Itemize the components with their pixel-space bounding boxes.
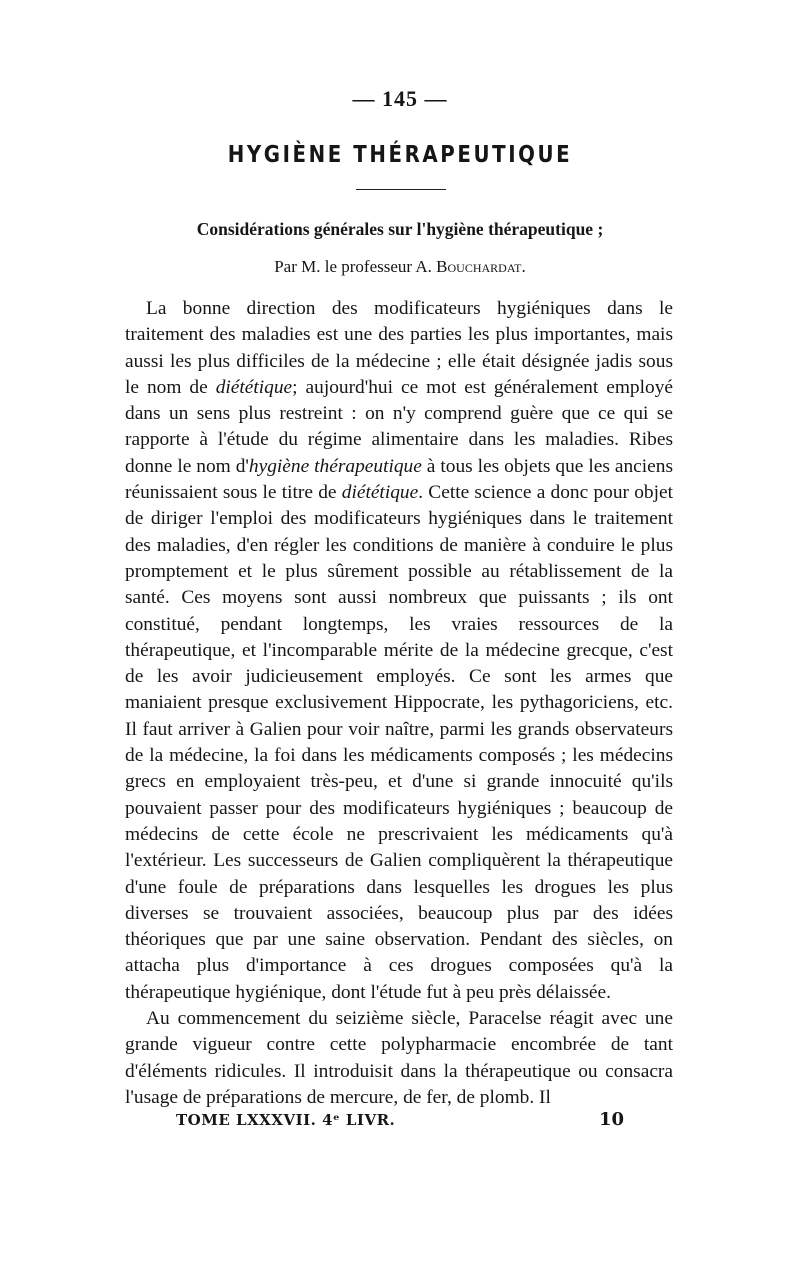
byline-suffix: . [521, 257, 526, 276]
text-run: La bonne direction des modificateurs hygiéniques dans le traitement des maladies est une des parties les plus importantes, mais aussi les plus difficiles de la médecine ; elle était désignée jadis sous le nom de [125, 298, 673, 398]
text-run: Au commencement du seizième siècle, Paracelse réagit avec une grande vigueur contre cette polypharmacie encombrée de tant d'éléments ridicules. Il introduisit dans la thérapeutique ou consacra l'usage de préparations de mercure, de fer, de plomb. Il [125, 1008, 673, 1108]
text-run: ; aujourd'hui ce mot est généralement employé dans un sens plus restreint : on n'y comprend guère que ce qui se rapporte à l'étude du régime alimentaire dans les maladies. Ribes donne le nom d' [125, 376, 673, 477]
volume-label: TOME LXXXVII. 4ᵉ LIVR. [176, 1111, 396, 1129]
page-number: — 145 — [352, 86, 448, 111]
italic-term: diététique [215, 376, 293, 398]
body-paragraph [125, 296, 673, 1006]
section-title: HYGIÈNE THÉRAPEUTIQUE [227, 142, 573, 168]
article-body [125, 296, 673, 1111]
body-paragraph [125, 1006, 673, 1111]
title-divider [356, 189, 446, 190]
byline-author: Bouchardat [436, 257, 522, 276]
text-run: à tous les objets que les anciens réunissaient sous le titre de [125, 455, 673, 504]
italic-term: hygiène thérapeutique [248, 455, 422, 477]
text-run: . Cette science a donc pour objet de diriger l'emploi des modificateurs hygiéniques dans le traitement des maladies, d'en régler les conditions de manière à conduire le plus promptement et le plus sûrement possible au rétablissement de la santé. Ces moyens sont aussi nombreux que puissants ; ils ont constitué, pendant longtemps, les vraies ressources de la thérapeutique, et l'incomparable mérite de la médecine grecque, c'est de les avoir judicieusement employés. Ce sont les armes que maniaient presque exclusivement Hippocrate, les pythagoriciens, etc. Il faut arriver à Galien pour voir naître, parmi les grands observateurs de la médecine, la foi dans les médicaments composés ; les médecins grecs en employaient très-peu, et d'une si grande innocuité qu'ils pouvaient passer pour des modificateurs hygiéniques ; beaucoup de médecins de cette école ne prescrivaient les médicaments qu'à l'extérieur. Les successeurs de Galien compliquèrent la thérapeutique d'une foule de préparations dans lesquelles les drogues les plus diverses se trouvaient associées, beaucoup plus par des idées théoriques que par une saine observation. Pendant des siècles, on attacha plus d'importance à ces drogues composées qu'à la thérapeutique hygiénique, dont l'étude fut à peu près délaissée. [125, 482, 674, 1003]
sheet-signature: 10 [599, 1109, 625, 1130]
page-footer [0, 1111, 800, 1133]
article-subtitle: Considérations générales sur l'hygiène thérapeutique ; [196, 219, 604, 239]
article-byline [0, 257, 800, 277]
italic-term: diététique [341, 482, 419, 504]
byline-prefix: Par M. le professeur A. [274, 257, 437, 276]
